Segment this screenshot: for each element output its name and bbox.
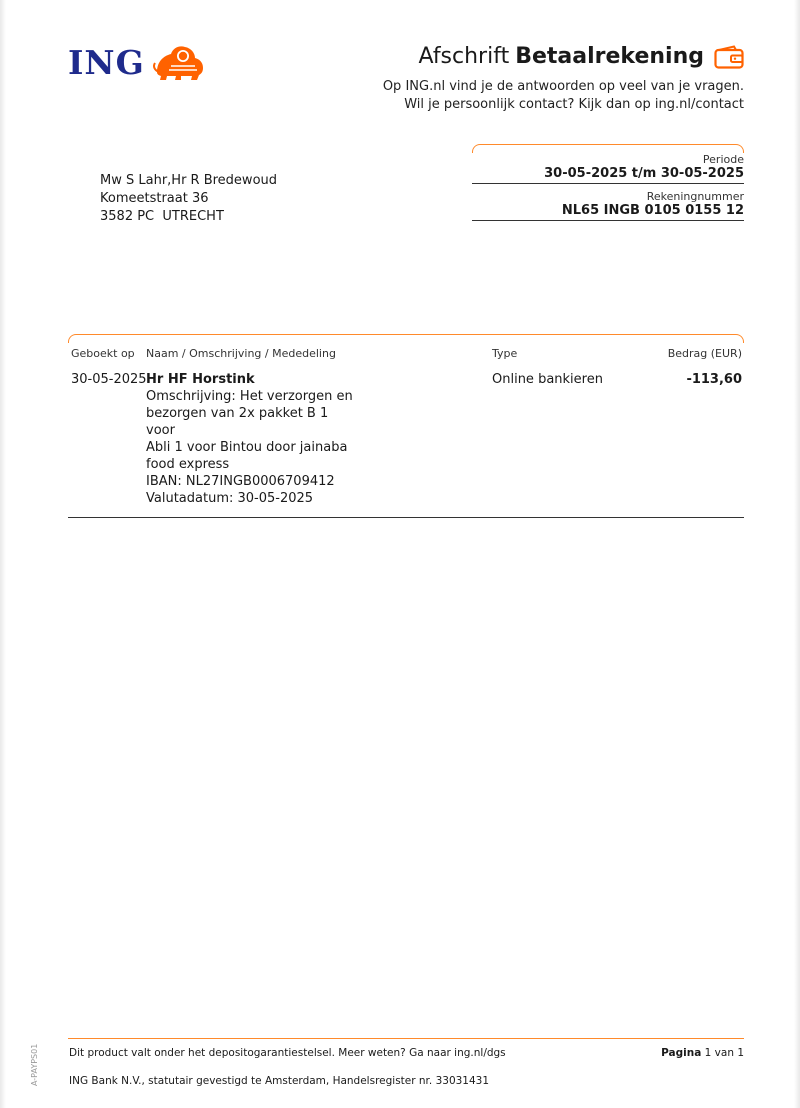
header-type: Type (492, 347, 518, 360)
lion-icon (151, 42, 207, 82)
help-text (383, 78, 744, 114)
header-date: Geboekt op (71, 347, 135, 360)
help-line-2: Wil je persoonlijk contact? Kijk dan op ing.nl/contact (404, 97, 744, 112)
period-label: Periode (702, 153, 744, 166)
row-desc-line: Abli 1 voor Bintou door jainaba (146, 440, 348, 455)
row-desc-line: bezorgen van 2x pakket B 1 voor (146, 406, 329, 438)
footer (68, 1038, 744, 1087)
address-street: Komeetstraat 36 (100, 191, 209, 206)
row-value-date: Valutadatum: 30-05-2025 (146, 491, 314, 506)
row-amount: -113,60 (686, 372, 742, 387)
row-date: 30-05-2025 (71, 372, 147, 387)
table-header (68, 343, 744, 369)
row-desc-line: Omschrijving: Het verzorgen en (146, 389, 353, 404)
page-number (661, 1047, 744, 1059)
page-edge-left (0, 0, 6, 1108)
help-line-1: Op ING.nl vind je de antwoorden op veel van je vragen. (382, 79, 744, 94)
header-amount: Bedrag (EUR) (667, 347, 742, 360)
page-count: 1 van 1 (704, 1047, 744, 1059)
period-value: 30-05-2025 t/m 30-05-2025 (472, 166, 744, 184)
guarantee-text: Dit product valt onder het depositogarantiestelsel. Meer weten? Ga naar ing.nl/dgs (69, 1047, 506, 1059)
row-counterparty: Hr HF Horstink (146, 372, 255, 387)
ing-logo (68, 40, 207, 84)
header-name: Naam / Omschrijving / Mededeling (146, 347, 336, 360)
logo-text: ING (68, 42, 145, 82)
table-orange-border (68, 334, 744, 343)
row-type: Online bankieren (492, 372, 603, 387)
title-regular: Afschrift (418, 44, 510, 69)
wallet-icon (714, 45, 744, 69)
title-bold: Betaalrekening (515, 44, 704, 69)
account-label: Rekeningnummer (646, 190, 744, 203)
page-label: Pagina (661, 1047, 702, 1059)
address-city: 3582 PC UTRECHT (100, 209, 224, 224)
address-name: Mw S Lahr,Hr R Bredewoud (100, 173, 278, 188)
row-iban: IBAN: NL27INGB0006709412 (146, 474, 335, 489)
account-value: NL65 INGB 0105 0155 12 (472, 203, 744, 221)
row-desc-line: food express (146, 457, 230, 472)
footer-row (68, 1039, 744, 1061)
row-description (146, 371, 356, 507)
document-title (419, 44, 744, 69)
transactions-table (68, 334, 744, 518)
page-edge-right (794, 0, 800, 1108)
table-row (68, 369, 744, 518)
document-code: A-PAYPS01 (30, 1043, 39, 1086)
recipient-address (100, 172, 277, 226)
info-orange-border (472, 144, 744, 153)
account-info-box (472, 144, 744, 221)
company-info: ING Bank N.V., statutair gevestigd te Amsterdam, Handelsregister nr. 33031431 (69, 1075, 490, 1087)
